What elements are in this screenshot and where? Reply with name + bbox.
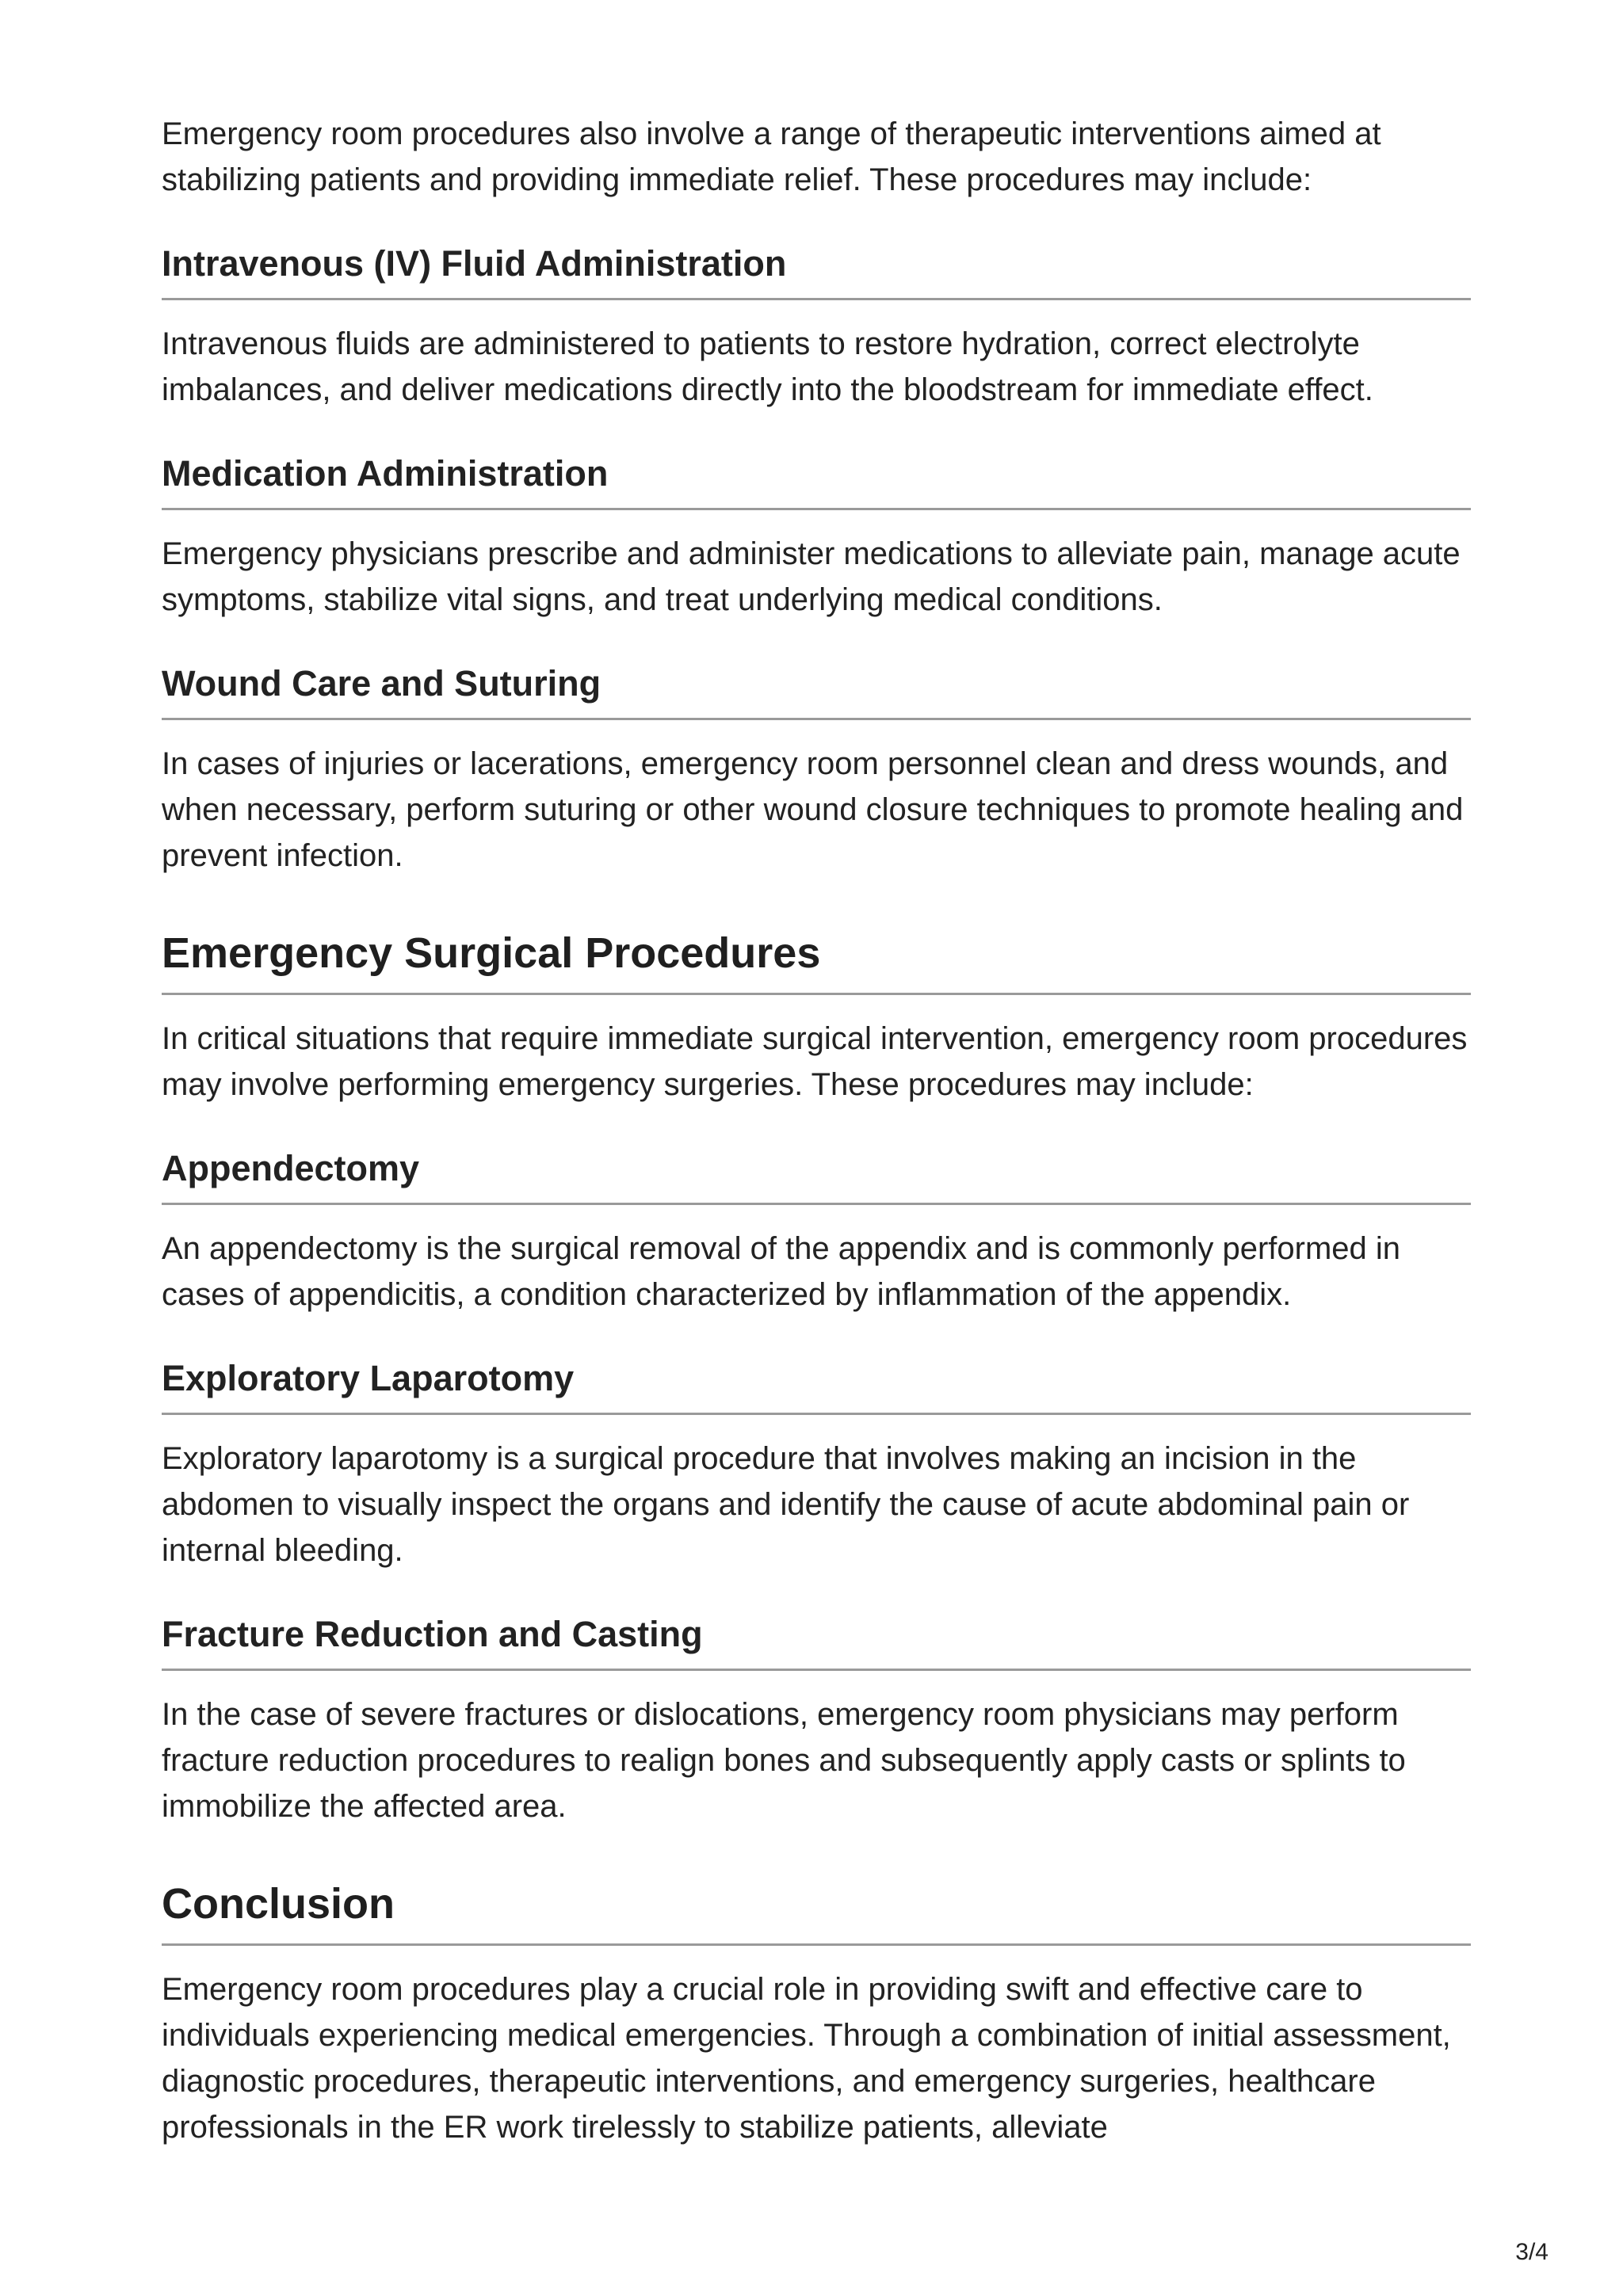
paragraph-medication: Emergency physicians prescribe and administer medications to alleviate pain, manage acute symptoms, stabilize vital signs, and treat underlying medical conditions. <box>162 536 1461 617</box>
intro-paragraph: Emergency room procedures also involve a range of therapeutic interventions aimed at stabilizing patients and providing immediate relief. These procedures may include: <box>162 116 1381 197</box>
heading-emergency-surgical: Emergency Surgical Procedures <box>162 925 1471 995</box>
paragraph-surgical-intro: In critical situations that require immediate surgical intervention, emergency room procedures may involve performing emergency surgeries. These procedures may include: <box>162 1021 1468 1102</box>
paragraph-appendectomy: An appendectomy is the surgical removal of the appendix and is commonly performed in cases of appendicitis, a condition characterized by inflammation of the appendix. <box>162 1231 1401 1312</box>
heading-appendectomy: Appendectomy <box>162 1144 1471 1205</box>
heading-conclusion: Conclusion <box>162 1875 1471 1946</box>
document-page <box>162 111 1471 2150</box>
heading-wound-care: Wound Care and Suturing <box>162 659 1471 720</box>
heading-laparotomy: Exploratory Laparotomy <box>162 1354 1471 1415</box>
heading-iv-fluid: Intravenous (IV) Fluid Administration <box>162 239 1471 300</box>
paragraph-fracture: In the case of severe fractures or dislocations, emergency room physicians may perform fracture reduction procedures to realign bones and subsequently apply casts or splints to immobilize the affected area. <box>162 1697 1406 1824</box>
heading-medication: Medication Administration <box>162 449 1471 510</box>
page-number: 3/4 <box>1515 2239 1549 2265</box>
paragraph-wound-care: In cases of injuries or lacerations, emergency room personnel clean and dress wounds, and when necessary, perform suturing or other wound closure techniques to promote healing and prevent infection. <box>162 746 1464 873</box>
paragraph-conclusion: Emergency room procedures play a crucial role in providing swift and effective care to individuals experiencing medical emergencies. Through a combination of initial assessment, diagnostic procedures, therapeutic interventions, and emergency surgeries, healthcare professionals in the ER work tirelessly to stabilize patients, alleviate <box>162 1972 1451 2145</box>
paragraph-iv-fluid: Intravenous fluids are administered to patients to restore hydration, correct electrolyte imbalances, and deliver medications directly into the bloodstream for immediate effect. <box>162 326 1373 407</box>
heading-fracture: Fracture Reduction and Casting <box>162 1610 1471 1671</box>
paragraph-laparotomy: Exploratory laparotomy is a surgical procedure that involves making an incision in the abdomen to visually inspect the organs and identify the cause of acute abdominal pain or internal bleeding. <box>162 1441 1410 1568</box>
